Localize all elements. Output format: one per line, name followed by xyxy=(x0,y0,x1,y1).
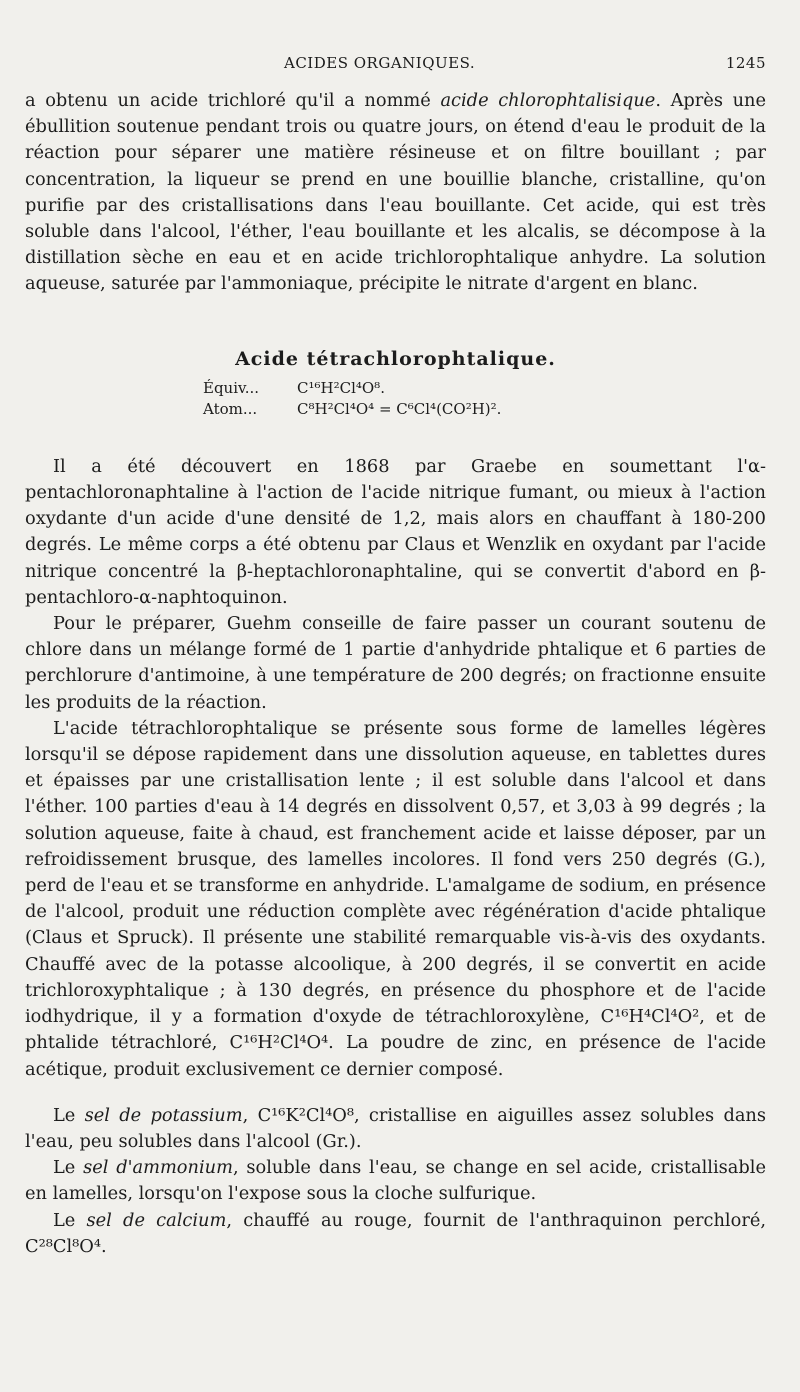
properties-paragraph: L'acide tétrachlorophtalique se présente sous forme de lamelles légères lorsqu'il se dépose rapidement dans une dissolution aqueuse, en tablettes dures et épaisses par une cristallisation lente ; il est soluble dans l'alcool et dans l'éther. 100 parties d'eau à 14 degrés en dissolvent 0,57, et 3,03 à 99 degrés ; la solution aqueuse, faite à chaud, est franchement acide et laisse déposer, par un refroidissement brusque, des lamelles incolores. Il fond vers 250 degrés (G.), perd de l'eau et se transforme en anhydride. L'amalgame de sodium, en présence de l'alcool, produit une réduction complète avec régénération d'acide phtalique (Claus et Spruck). Il présente une stabilité remarquable vis-à-vis des oxydants. Chauffé avec de la potasse alcoolique, à 200 degrés, il se convertit en acide trichloroxyphtalique ; à 130 degrés, en présence du phosphore et de l'acide iodhydrique, il y a formation d'oxyde de tétrachloroxylène, C¹⁶H⁴Cl⁴O², et de phtalide tétrachloré, C¹⁶H²Cl⁴O⁴. La poudre de zinc, en présence de l'acide acétique, produit exclusivement ce dernier composé. xyxy=(25,717,766,1080)
page-number: 1245 xyxy=(725,54,766,72)
ammonium-salt-name: sel d'ammonium xyxy=(83,1157,233,1179)
running-title: ACIDES ORGANIQUES. xyxy=(284,54,476,72)
atom-label: Atom... xyxy=(203,399,258,418)
calcium-salt-name: sel de calcium xyxy=(86,1209,227,1231)
potassium-salt-paragraph xyxy=(25,1103,766,1155)
intro-paragraph xyxy=(25,88,766,298)
intro-italic-term: acide chlorophtalisique xyxy=(440,90,656,111)
ammonium-salt-text: , soluble dans l'eau, se change en sel acide, cristallisable en lamelles, lorsqu'on l'expose sous la cloche sulfurique. xyxy=(25,1157,766,1205)
atom-formula: C⁸H²Cl⁴O⁴ = C⁶Cl⁴(CO²H)². xyxy=(297,399,502,418)
intro-text-end: . Après une ébullition soutenue pendant trois ou quatre jours, on étend d'eau le produit de la réaction pour séparer une matière résineuse et on filtre bouillant ; par concentration, la liqueur se prend en une bouillie blanche, cristalline, qu'on purifie par des cristallisations dans l'eau bouillante. Cet acide, qui est très soluble dans l'alcool, l'éther, l'eau bouillante et les alcalis, se décompose à la distillation sèche en eau et en acide trichlorophtalique anhydre. La solution aqueuse, saturée par l'ammoniaque, précipite le nitrate d'argent en blanc. xyxy=(25,90,766,295)
discovery-paragraph: Il a été découvert en 1868 par Graebe en soumettant l'α-pentachloronaphtaline à l'action de l'acide nitrique fumant, ou mieux à l'action oxydante d'un acide d'une densité de 1,2, mais alors en chauffant à 180-200 degrés. Le même corps a été obtenu par Claus et Wenzlik en oxydant par l'acide nitrique concentré la β-heptachloronaphtaline, qui se convertit d'abord en β-pentachloro-α-naphtoquinon. xyxy=(25,455,766,608)
ammonium-salt-paragraph xyxy=(25,1155,766,1207)
potassium-prefix: Le xyxy=(53,1104,85,1126)
intro-text-start: a obtenu un acide trichloré qu'il a nommé xyxy=(25,90,441,111)
equiv-formula: C¹⁶H²Cl⁴O⁸. xyxy=(297,378,385,397)
ammonium-prefix: Le xyxy=(53,1157,84,1179)
section-heading: Acide tétrachlorophtalique. xyxy=(235,347,556,370)
formula-row-equiv xyxy=(203,378,766,399)
running-head xyxy=(0,54,800,76)
formula-row-atom xyxy=(203,399,766,420)
potassium-salt-name: sel de potassium xyxy=(84,1104,243,1126)
calcium-salt-text: , chauffé au rouge, fournit de l'anthraquinon perchloré, C²⁸Cl⁸O⁴. xyxy=(25,1209,767,1257)
potassium-salt-text: , C¹⁶K²Cl⁴O⁸, cristallise en aiguilles assez solubles dans l'eau, peu solubles dans l'alcool (Gr.). xyxy=(25,1104,767,1152)
body-text xyxy=(25,88,766,1260)
preparation-paragraph: Pour le préparer, Guehm conseille de faire passer un courant soutenu de chlore dans un mélange formé de 1 partie d'anhydride phtalique et 6 parties de perchlorure d'antimoine, à une température de 200 degrés; on fractionne ensuite les produits de la réaction. xyxy=(25,613,766,713)
calcium-prefix: Le xyxy=(53,1209,87,1231)
formula-block xyxy=(203,378,766,420)
calcium-salt-paragraph xyxy=(25,1208,766,1260)
equiv-label: Équiv... xyxy=(203,378,260,397)
